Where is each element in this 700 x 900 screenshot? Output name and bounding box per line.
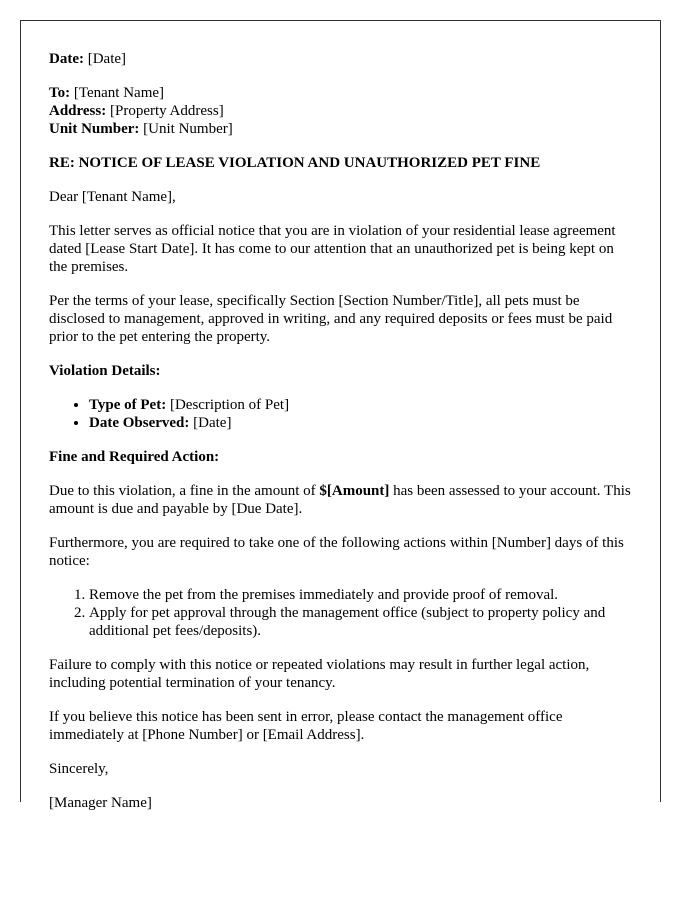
fine-heading: Fine and Required Action: [49,449,220,465]
list-item: 2. Apply for pet approval through the management office (subject to property policy and additional pet fees/deposits). [89,604,632,640]
list-item: • Type of Pet: [Description of Pet] [89,396,632,414]
list-item: 1. Remove the pet from the premises immediately and provide proof of removal. [89,586,632,604]
recipient-block: To: [Tenant Name] Address: [Property Address] Unit Number: [Unit Number] [49,85,233,137]
paragraph-fine: Due to this violation, a fine in the amount of $[Amount] has been assessed to your account. This amount is due and payable by [Due Date]. [49,483,631,517]
paragraph-actions-intro: Furthermore, you are required to take one of the following actions within [Number] days of this notice: [49,535,624,569]
list-item: • Date Observed: [Date] [89,414,632,432]
signature: [Manager Name] [49,795,152,811]
paragraph-lease-terms: Per the terms of your lease, specifically Section [Section Number/Title], all pets must be disclosed to management, approved in writing, and any required deposits or fees must be paid prior to the pet entering the property. [49,293,613,345]
subject-line: RE: NOTICE OF LEASE VIOLATION AND UNAUTHORIZED PET FINE [49,155,541,171]
salutation: Dear [Tenant Name], [49,189,176,205]
actions-list [49,586,632,640]
date-line: Date: [Date] [49,51,127,67]
paragraph-contact: If you believe this notice has been sent in error, please contact the management office immediately at [Phone Number] or [Email Address]. [49,709,563,743]
paragraph-consequences: Failure to comply with this notice or repeated violations may result in further legal action, including potential termination of your tenancy. [49,657,590,691]
violation-heading: Violation Details: [49,363,161,379]
closing: Sincerely, [49,761,109,777]
violation-list [49,396,632,432]
paragraph-notice: This letter serves as official notice that you are in violation of your residential lease agreement dated [Lease Start Date]. It has come to our attention that an unauthorized pet is being kept on the premises. [49,223,616,275]
letter-page [20,20,661,811]
